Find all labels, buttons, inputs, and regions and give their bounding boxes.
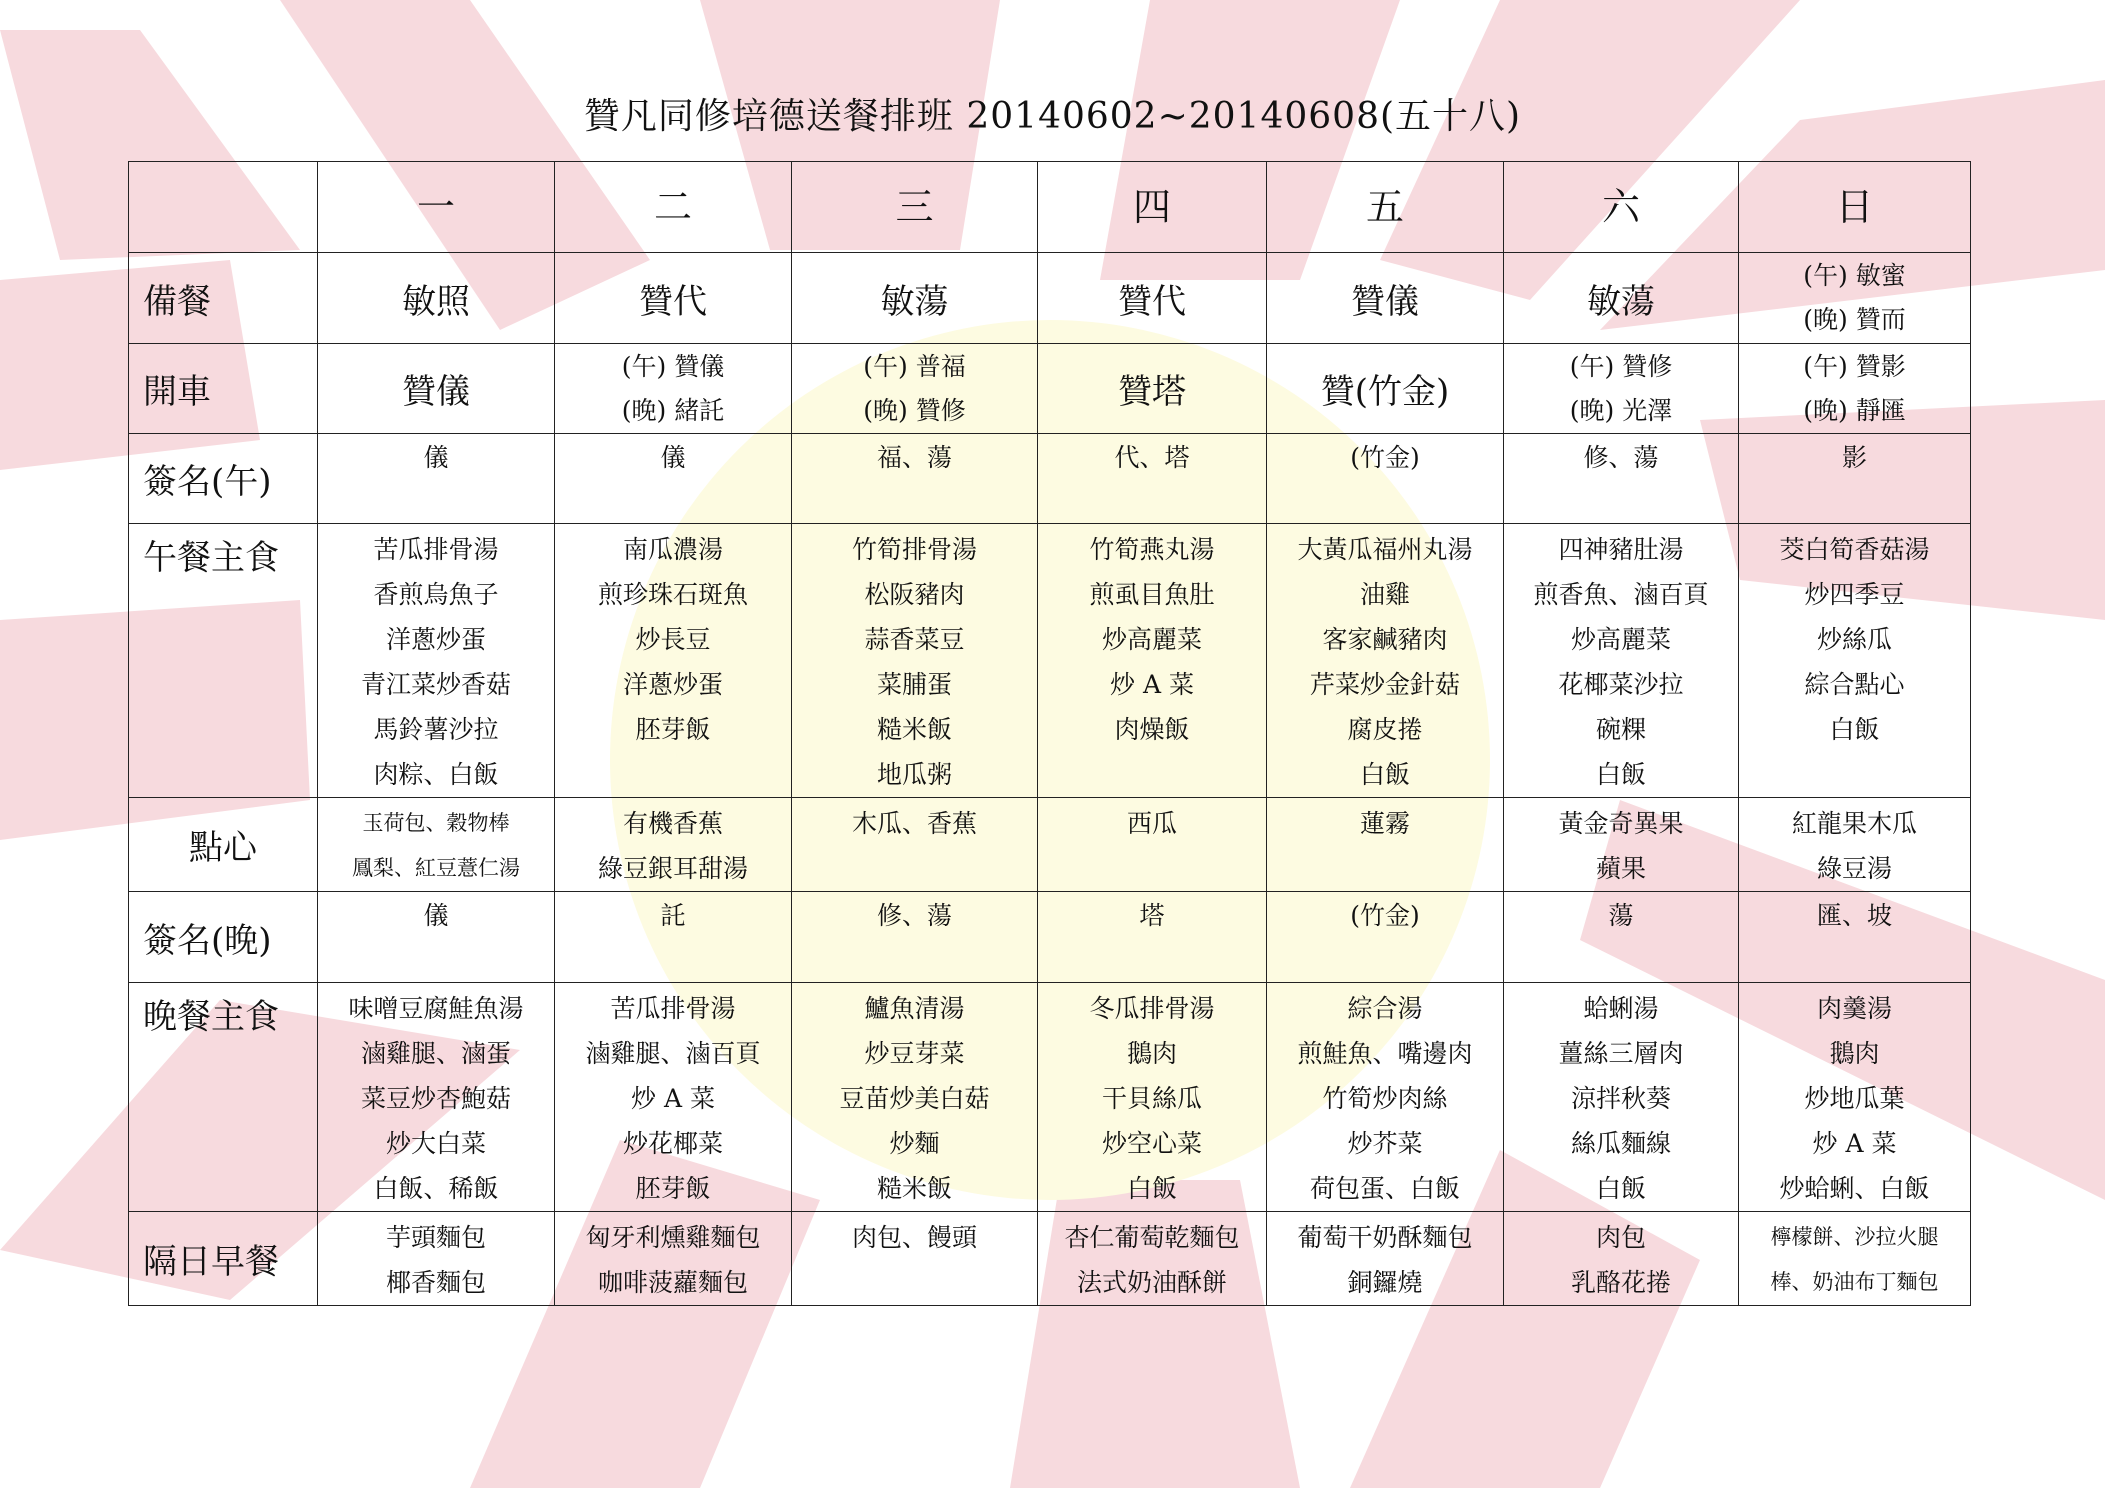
cell-line: 綜合點心 (1804, 670, 1905, 699)
cell-line: 肉羹湯 (1816, 994, 1892, 1023)
cell-line: 豆苗炒美白菇 (839, 1084, 990, 1113)
cell-line: (竹金) (1350, 901, 1420, 930)
row-label-text: 隔日早餐 (143, 1242, 279, 1282)
cell-line: 荷包蛋、白飯 (1309, 1174, 1460, 1203)
cell-line: 炒長豆 (635, 625, 711, 654)
cell-line: 腐皮捲 (1347, 715, 1423, 744)
cell-line: 福、蕩 (876, 443, 952, 472)
cell-line: 蘋果 (1595, 854, 1646, 883)
schedule-cell (1038, 798, 1267, 892)
day-header: 日 (1739, 162, 1971, 253)
schedule-cell (1504, 798, 1739, 892)
schedule-cell (1504, 344, 1739, 434)
cell-line: 法式奶油酥餅 (1076, 1268, 1227, 1297)
schedule-cell (555, 344, 792, 434)
cell-line: 胚芽飯 (635, 715, 711, 744)
schedule-cell (1038, 983, 1267, 1212)
cell-line: (晚) 贊修 (863, 395, 966, 425)
cell-line: 涼拌秋葵 (1570, 1084, 1671, 1113)
schedule-cell (1267, 524, 1504, 798)
cell-line: 白飯、稀飯 (373, 1174, 499, 1203)
cell-line: 竹筍排骨湯 (851, 535, 977, 564)
cell-line: 馬鈴薯沙拉 (373, 715, 499, 744)
cell-line: 客家鹹豬肉 (1322, 625, 1448, 654)
row-lunch (129, 524, 1971, 798)
schedule-cell (318, 344, 555, 434)
cell-line: 碗粿 (1595, 715, 1646, 744)
cell-line: 修、蕩 (876, 901, 952, 930)
cell-line: (午) 普福 (863, 351, 966, 381)
cell-line: 咖啡菠蘿麵包 (597, 1268, 748, 1297)
cell-line: 贊代 (639, 281, 707, 322)
schedule-cell (318, 253, 555, 344)
cell-line: 影 (1841, 443, 1867, 472)
schedule-cell (792, 798, 1038, 892)
cell-line: 贊塔 (1118, 372, 1186, 412)
cell-line: 炒四季豆 (1804, 580, 1905, 609)
schedule-cell (1739, 892, 1971, 983)
cell-line: (晚) 靜匯 (1803, 395, 1906, 425)
cell-line: (竹金) (1350, 443, 1420, 472)
cell-line: (午) 贊儀 (621, 351, 725, 381)
row-label-text: 備餐 (143, 281, 211, 322)
cell-line: 糙米飯 (876, 715, 952, 744)
day-header: 三 (792, 162, 1038, 253)
cell-line: 四神豬肚湯 (1558, 535, 1684, 564)
cell-line: 鳳梨、紅豆薏仁湯 (352, 856, 520, 880)
schedule-cell (792, 344, 1038, 434)
row-label (129, 253, 318, 344)
row-label (129, 983, 318, 1212)
day-header: 一 (318, 162, 555, 253)
schedule-cell (1739, 344, 1971, 434)
schedule-cell (792, 1212, 1038, 1306)
schedule-cell (1267, 434, 1504, 524)
schedule-cell (1504, 892, 1739, 983)
cell-line: 棒、奶油布丁麵包 (1770, 1270, 1939, 1294)
schedule-cell (555, 983, 792, 1212)
cell-line: 炒地瓜葉 (1804, 1084, 1905, 1113)
schedule-cell (1739, 798, 1971, 892)
day-header: 五 (1267, 162, 1504, 253)
schedule-cell (1038, 344, 1267, 434)
cell-line: 綠豆湯 (1816, 854, 1892, 883)
row-label (129, 344, 318, 434)
cell-line: 南瓜濃湯 (622, 535, 723, 564)
schedule-cell (318, 1212, 555, 1306)
row-label-text: 午餐主食 (143, 538, 279, 578)
row-sign-noon (129, 434, 1971, 524)
cell-line: 綠豆銀耳甜湯 (597, 854, 748, 883)
row-label (129, 892, 318, 983)
cell-line: 塔 (1139, 901, 1165, 930)
cell-line: 炒豆芽菜 (864, 1039, 965, 1068)
schedule-cell (1504, 434, 1739, 524)
schedule-cell (555, 892, 792, 983)
row-label-text: 晚餐主食 (143, 997, 279, 1037)
schedule-cell (1267, 344, 1504, 434)
cell-line: 鵝肉 (1829, 1039, 1880, 1068)
cell-line: 滷雞腿、滷百頁 (585, 1039, 761, 1068)
cell-line: 薑絲三層肉 (1558, 1039, 1684, 1068)
page-title: 贊凡同修培德送餐排班 20140602~20140608(五十八) (583, 96, 1522, 137)
cell-line: 匯、坡 (1816, 901, 1892, 930)
cell-line: 青江菜炒香菇 (360, 670, 511, 699)
cell-line: 炒高麗菜 (1570, 625, 1671, 654)
cell-line: 黃金奇異果 (1558, 809, 1684, 838)
cell-line: 敏蕩 (880, 281, 949, 322)
cell-line: 炒 A 菜 (1110, 670, 1194, 699)
cell-line: 贊代 (1118, 281, 1186, 322)
cell-line: 葡萄干奶酥麵包 (1297, 1223, 1473, 1252)
cell-line: 炒 A 菜 (631, 1084, 715, 1113)
cell-line: 贊儀 (1351, 281, 1419, 322)
row-label (129, 798, 318, 892)
schedule-cell (1504, 253, 1739, 344)
cell-line: 乳酪花捲 (1570, 1268, 1671, 1297)
schedule-cell (1038, 253, 1267, 344)
cell-line: 味噌豆腐鮭魚湯 (348, 994, 524, 1023)
cell-line: 煎鮭魚、嘴邊肉 (1297, 1039, 1473, 1068)
cell-line: 松阪豬肉 (864, 580, 965, 609)
cell-line: 菜豆炒杏鮑菇 (360, 1084, 511, 1113)
schedule-table (128, 161, 1971, 1306)
cell-line: 洋蔥炒蛋 (385, 625, 486, 654)
cell-line: 椰香麵包 (385, 1268, 486, 1297)
cell-line: 茭白筍香菇湯 (1779, 535, 1930, 564)
cell-line: (午) 敏蜜 (1803, 261, 1906, 290)
cell-line: 白飯 (1359, 760, 1410, 789)
schedule-cell (1739, 983, 1971, 1212)
cell-line: 大黃瓜福州丸湯 (1297, 535, 1473, 564)
row-label-text: 簽名(午) (143, 462, 272, 502)
cell-line: (晚) 光澤 (1569, 395, 1673, 425)
cell-line: 地瓜粥 (876, 760, 952, 789)
schedule-cell (1739, 434, 1971, 524)
cell-line: 芋頭麵包 (385, 1223, 486, 1252)
cell-line: 竹筍炒肉絲 (1322, 1084, 1448, 1113)
cell-line: 有機香蕉 (622, 809, 723, 838)
schedule-cell (555, 1212, 792, 1306)
cell-line: 炒花椰菜 (622, 1129, 723, 1158)
cell-line: 蓮霧 (1359, 809, 1410, 838)
row-drive (129, 344, 1971, 434)
schedule-cell (792, 983, 1038, 1212)
cell-line: 白飯 (1595, 1174, 1646, 1203)
cell-line: 炒麵 (889, 1129, 940, 1158)
schedule-cell (1038, 524, 1267, 798)
cell-line: 炒絲瓜 (1816, 625, 1892, 654)
cell-line: 白飯 (1126, 1174, 1177, 1203)
schedule-cell (318, 983, 555, 1212)
row-prep (129, 253, 1971, 344)
day-header: 二 (555, 162, 792, 253)
cell-line: 白飯 (1595, 760, 1646, 789)
cell-line: (晚) 贊而 (1803, 305, 1906, 334)
row-sign-night (129, 892, 1971, 983)
cell-line: 檸檬餅、沙拉火腿 (1770, 1225, 1939, 1249)
schedule-cell (1504, 524, 1739, 798)
schedule-cell (555, 798, 792, 892)
cell-line: 胚芽飯 (635, 1174, 711, 1203)
day-header-row (129, 162, 1971, 253)
cell-line: (晚) 緒託 (621, 395, 725, 425)
cell-line: 儀 (423, 901, 449, 930)
day-header: 六 (1504, 162, 1739, 253)
schedule-cell (555, 253, 792, 344)
schedule-cell (1739, 1212, 1971, 1306)
cell-line: (午) 贊修 (1569, 351, 1673, 381)
corner-cell (129, 162, 318, 253)
cell-line: 煎香魚、滷百頁 (1533, 580, 1709, 609)
cell-line: 白飯 (1829, 715, 1880, 744)
cell-line: 絲瓜麵線 (1570, 1129, 1671, 1158)
cell-line: 修、蕩 (1583, 443, 1659, 472)
cell-line: 香煎烏魚子 (373, 580, 499, 609)
cell-line: 蛤蜊湯 (1583, 994, 1659, 1023)
cell-line: 冬瓜排骨湯 (1089, 994, 1215, 1023)
schedule-cell (1038, 434, 1267, 524)
cell-line: 西瓜 (1126, 809, 1177, 838)
row-label-text: 開車 (143, 372, 211, 412)
cell-line: 苦瓜排骨湯 (610, 994, 736, 1023)
cell-line: 洋蔥炒蛋 (622, 670, 723, 699)
cell-line: 煎珍珠石斑魚 (597, 580, 748, 609)
schedule-cell (1038, 892, 1267, 983)
schedule-cell (1267, 1212, 1504, 1306)
cell-line: 肉包、饅頭 (851, 1223, 977, 1252)
cell-line: 贊儀 (402, 372, 470, 412)
schedule-cell (792, 524, 1038, 798)
cell-line: 杏仁葡萄乾麵包 (1064, 1223, 1240, 1252)
cell-line: 匈牙利燻雞麵包 (585, 1223, 761, 1252)
cell-line: 紅龍果木瓜 (1791, 809, 1917, 838)
cell-line: 綜合湯 (1347, 994, 1423, 1023)
cell-line: 竹筍燕丸湯 (1089, 535, 1215, 564)
cell-line: 託 (660, 901, 686, 930)
cell-line: 敏蕩 (1587, 281, 1655, 322)
cell-line: 炒蛤蜊、白飯 (1779, 1174, 1930, 1203)
schedule-cell (1504, 983, 1739, 1212)
row-label-text: 簽名(晚) (143, 920, 272, 961)
cell-line: 敏照 (402, 281, 470, 322)
cell-line: (午) 贊影 (1803, 351, 1906, 381)
schedule-cell (555, 524, 792, 798)
cell-line: 炒高麗菜 (1101, 625, 1202, 654)
cell-line: 肉燥飯 (1114, 715, 1190, 744)
cell-line: 炒 A 菜 (1812, 1129, 1897, 1158)
schedule-cell (318, 892, 555, 983)
cell-line: 炒芥菜 (1347, 1129, 1423, 1158)
row-breakfast (129, 1212, 1971, 1306)
cell-line: 儀 (423, 443, 449, 472)
cell-line: 滷雞腿、滷蛋 (360, 1039, 511, 1068)
cell-line: 銅鑼燒 (1347, 1268, 1423, 1297)
schedule-cell (1038, 1212, 1267, 1306)
schedule-cell (1504, 1212, 1739, 1306)
cell-line: 儀 (660, 443, 686, 472)
row-label (129, 434, 318, 524)
schedule-cell (1267, 798, 1504, 892)
row-snack (129, 798, 1971, 892)
row-label-text: 點心 (189, 828, 257, 868)
schedule-cell (1267, 253, 1504, 344)
schedule-cell (555, 434, 792, 524)
cell-line: 苦瓜排骨湯 (373, 535, 499, 564)
cell-line: 花椰菜沙拉 (1558, 670, 1684, 699)
cell-line: 肉包 (1595, 1223, 1646, 1252)
cell-line: 肉粽、白飯 (373, 760, 499, 789)
cell-line: 贊(竹金) (1320, 372, 1450, 412)
schedule-cell (1267, 983, 1504, 1212)
schedule-cell (792, 434, 1038, 524)
cell-line: 木瓜、香蕉 (851, 809, 977, 838)
schedule-cell (318, 434, 555, 524)
cell-line: 芹菜炒金針菇 (1309, 670, 1460, 699)
cell-line: 蕩 (1608, 901, 1634, 930)
row-label (129, 524, 318, 798)
cell-line: 鱸魚清湯 (864, 994, 965, 1023)
schedule-cell (792, 892, 1038, 983)
schedule-cell (318, 798, 555, 892)
day-header: 四 (1038, 162, 1267, 253)
schedule-cell (1267, 892, 1504, 983)
cell-line: 油雞 (1359, 580, 1410, 609)
schedule-cell (792, 253, 1038, 344)
schedule-cell (318, 524, 555, 798)
cell-line: 煎虱目魚肚 (1089, 580, 1215, 609)
schedule-cell (1739, 524, 1971, 798)
cell-line: 鵝肉 (1126, 1039, 1177, 1068)
cell-line: 玉荷包、穀物棒 (362, 811, 510, 835)
row-label (129, 1212, 318, 1306)
row-dinner (129, 983, 1971, 1212)
cell-line: 代、塔 (1114, 443, 1190, 472)
cell-line: 蒜香菜豆 (864, 625, 965, 654)
schedule-cell (1739, 253, 1971, 344)
cell-line: 菜脯蛋 (876, 670, 952, 699)
cell-line: 炒大白菜 (385, 1129, 486, 1158)
cell-line: 糙米飯 (876, 1174, 952, 1203)
cell-line: 炒空心菜 (1101, 1129, 1202, 1158)
cell-line: 干貝絲瓜 (1101, 1084, 1202, 1113)
